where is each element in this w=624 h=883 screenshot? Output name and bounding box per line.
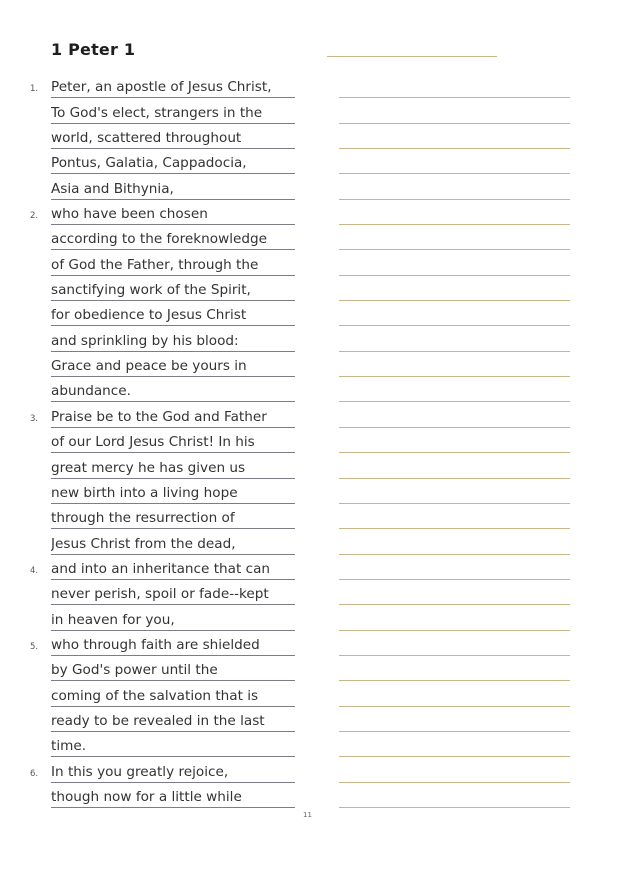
verse-line bbox=[0, 707, 300, 732]
blank-writing-line[interactable] bbox=[339, 428, 570, 453]
blank-writing-line[interactable] bbox=[339, 580, 570, 605]
verse-text: Pontus, Galatia, Cappadocia, bbox=[51, 150, 295, 174]
blank-writing-line[interactable] bbox=[339, 174, 570, 199]
verse-text: sanctifying work of the Spirit, bbox=[51, 277, 295, 301]
blank-writing-line[interactable] bbox=[339, 326, 570, 351]
blank-writing-line[interactable] bbox=[339, 124, 570, 149]
verse-text: by God's power until the bbox=[51, 657, 295, 681]
verse-text: in heaven for you, bbox=[51, 607, 295, 631]
verse-line bbox=[0, 276, 300, 301]
verse-line bbox=[0, 200, 300, 225]
blank-writing-line[interactable] bbox=[339, 301, 570, 326]
verse-text: great mercy he has given us bbox=[51, 455, 295, 479]
verse-line bbox=[0, 225, 300, 250]
verse-text: Grace and peace be yours in bbox=[51, 353, 295, 377]
verse-number: 5. bbox=[30, 641, 39, 652]
verse-line bbox=[0, 377, 300, 402]
verse-number: 1. bbox=[30, 84, 39, 95]
blank-writing-line[interactable] bbox=[339, 276, 570, 301]
blank-writing-line[interactable] bbox=[339, 352, 570, 377]
verse-number: 2. bbox=[30, 211, 39, 222]
verse-line bbox=[0, 783, 300, 808]
verse-line bbox=[0, 73, 300, 98]
verse-text: world, scattered throughout bbox=[51, 125, 295, 149]
verse-line bbox=[0, 555, 300, 580]
verse-line bbox=[0, 453, 300, 478]
verse-number: 3. bbox=[30, 413, 39, 424]
verse-number: 4. bbox=[30, 565, 39, 576]
verse-line bbox=[0, 149, 300, 174]
verse-line bbox=[0, 631, 300, 656]
blank-writing-line[interactable] bbox=[339, 681, 570, 706]
blank-writing-line[interactable] bbox=[339, 479, 570, 504]
verse-text: Jesus Christ from the dead, bbox=[51, 531, 295, 555]
page-title: 1 Peter 1 bbox=[51, 40, 136, 59]
blank-writing-line[interactable] bbox=[339, 656, 570, 681]
verse-line bbox=[0, 580, 300, 605]
verse-line bbox=[0, 174, 300, 199]
verse-line bbox=[0, 529, 300, 554]
blank-writing-line[interactable] bbox=[339, 555, 570, 580]
page-number: 11 bbox=[303, 812, 312, 817]
blank-writing-line[interactable] bbox=[339, 149, 570, 174]
verse-line bbox=[0, 352, 300, 377]
verse-line bbox=[0, 504, 300, 529]
verse-text: In this you greatly rejoice, bbox=[51, 759, 295, 783]
blank-writing-line[interactable] bbox=[339, 377, 570, 402]
blank-writing-line[interactable] bbox=[339, 453, 570, 478]
scripture-text-column bbox=[0, 73, 300, 808]
verse-line bbox=[0, 301, 300, 326]
verse-line bbox=[0, 479, 300, 504]
verse-text: never perish, spoil or fade--kept bbox=[51, 581, 295, 605]
verse-line bbox=[0, 250, 300, 275]
verse-number: 6. bbox=[30, 768, 39, 779]
verse-text: abundance. bbox=[51, 378, 295, 402]
title-writing-line bbox=[327, 56, 497, 57]
blank-writing-line[interactable] bbox=[339, 707, 570, 732]
verse-text: and into an inheritance that can bbox=[51, 556, 295, 580]
blank-writing-line[interactable] bbox=[339, 98, 570, 123]
verse-text: through the resurrection of bbox=[51, 505, 295, 529]
verse-text: ready to be revealed in the last bbox=[51, 708, 295, 732]
verse-text: of God the Father, through the bbox=[51, 252, 295, 276]
blank-writing-line[interactable] bbox=[339, 402, 570, 427]
verse-line bbox=[0, 732, 300, 757]
verse-line bbox=[0, 124, 300, 149]
verse-text: Asia and Bithynia, bbox=[51, 176, 295, 200]
verse-text: of our Lord Jesus Christ! In his bbox=[51, 429, 295, 453]
blank-writing-line[interactable] bbox=[339, 605, 570, 630]
blank-writing-line[interactable] bbox=[339, 757, 570, 782]
blank-writing-line[interactable] bbox=[339, 250, 570, 275]
blank-writing-line[interactable] bbox=[339, 504, 570, 529]
verse-line bbox=[0, 402, 300, 427]
verse-text: for obedience to Jesus Christ bbox=[51, 302, 295, 326]
blank-writing-line[interactable] bbox=[339, 631, 570, 656]
verse-line bbox=[0, 605, 300, 630]
verse-text: according to the foreknowledge bbox=[51, 226, 295, 250]
verse-line bbox=[0, 656, 300, 681]
verse-text: who through faith are shielded bbox=[51, 632, 295, 656]
verse-text: Praise be to the God and Father bbox=[51, 404, 295, 428]
verse-text: new birth into a living hope bbox=[51, 480, 295, 504]
verse-text: who have been chosen bbox=[51, 201, 295, 225]
blank-writing-line[interactable] bbox=[339, 783, 570, 808]
verse-text: Peter, an apostle of Jesus Christ, bbox=[51, 74, 295, 98]
verse-text: and sprinkling by his blood: bbox=[51, 328, 295, 352]
verse-line bbox=[0, 98, 300, 123]
verse-text: To God's elect, strangers in the bbox=[51, 100, 295, 124]
blank-writing-line[interactable] bbox=[339, 200, 570, 225]
writing-lines-column bbox=[339, 73, 570, 808]
verse-line bbox=[0, 428, 300, 453]
verse-text: time. bbox=[51, 733, 295, 757]
verse-text: though now for a little while bbox=[51, 784, 295, 808]
blank-writing-line[interactable] bbox=[339, 225, 570, 250]
blank-writing-line[interactable] bbox=[339, 73, 570, 98]
verse-line bbox=[0, 757, 300, 782]
blank-writing-line[interactable] bbox=[339, 529, 570, 554]
verse-text: coming of the salvation that is bbox=[51, 683, 295, 707]
verse-line bbox=[0, 681, 300, 706]
blank-writing-line[interactable] bbox=[339, 732, 570, 757]
verse-line bbox=[0, 326, 300, 351]
